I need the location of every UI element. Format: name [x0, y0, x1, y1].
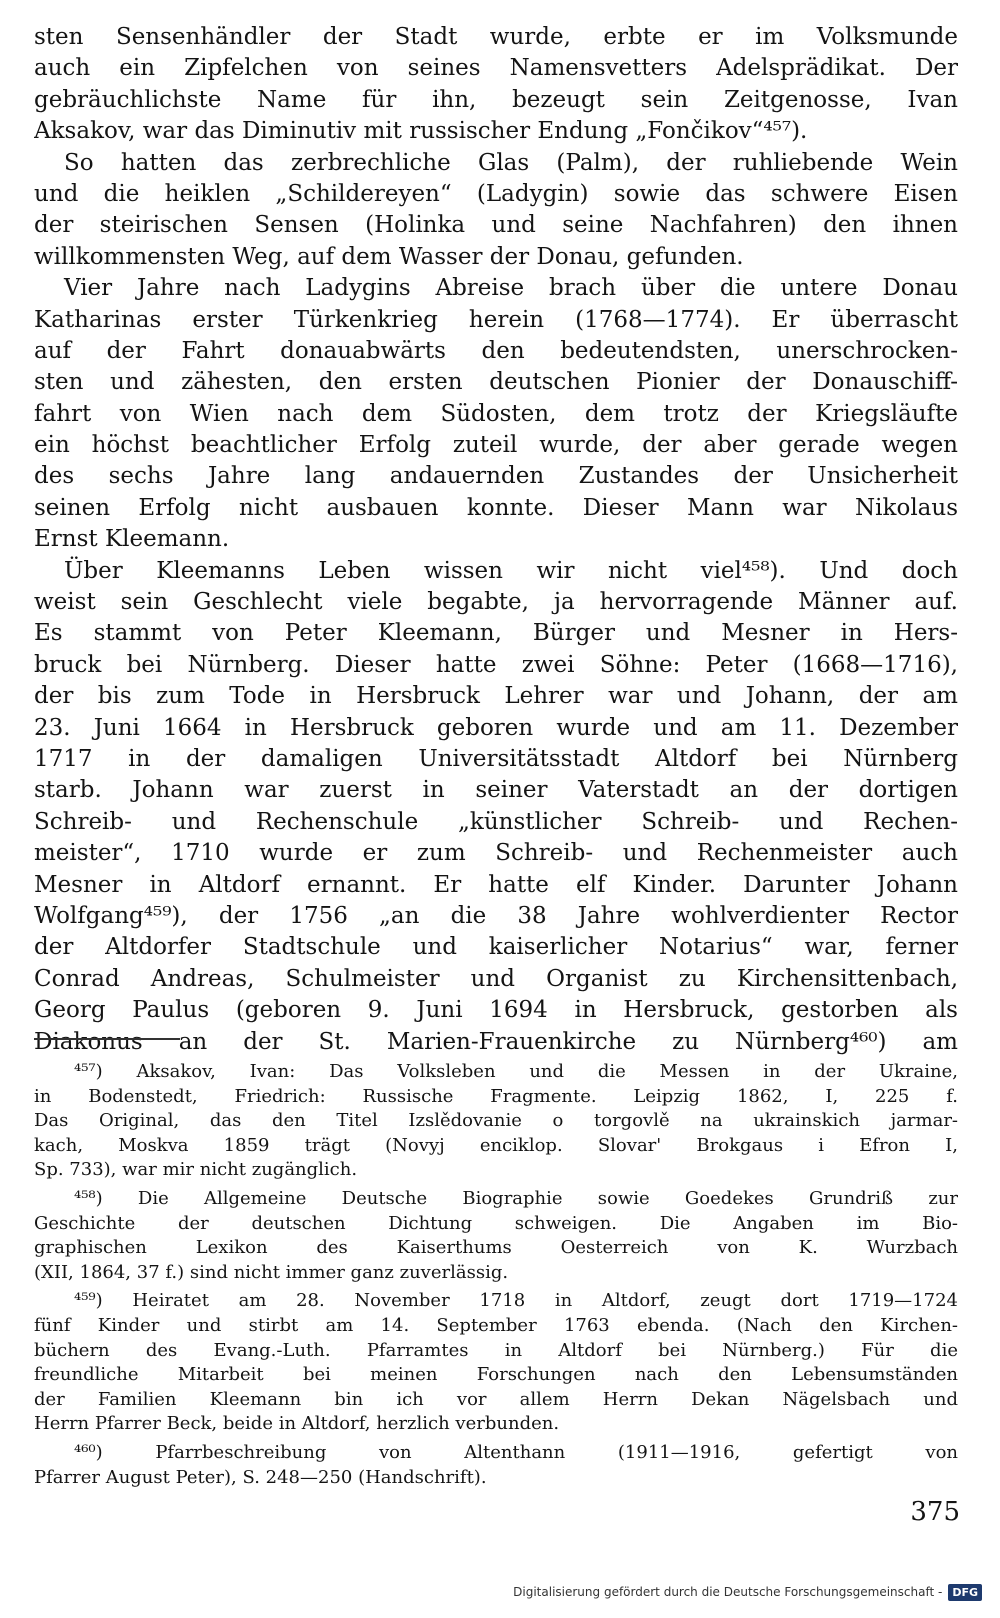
page-number: 375	[910, 1497, 960, 1527]
footnote-line: ⁴⁵⁸) Die Allgemeine Deutsche Biographie sowie Goedekes Grundriß zur	[74, 1187, 958, 1209]
text-line: Wolfgang⁴⁵⁹), der 1756 „an die 38 Jahre wohlverdienter Rector	[34, 902, 958, 929]
footnote-line: Pfarrer August Peter), S. 248—250 (Handschrift).	[34, 1466, 487, 1488]
footnote-line: Das Original, das den Titel Izslědovanie o torgovlě na ukrainskich jarmar-	[34, 1110, 958, 1132]
footnote-460	[34, 1441, 958, 1490]
text-line: bruck bei Nürnberg. Dieser hatte zwei Söhne: Peter (1668—1716),	[34, 651, 958, 678]
footer-text: Digitalisierung gefördert durch die Deutsche Forschungsgemeinschaft -	[513, 1585, 943, 1599]
footnote-line: Herrn Pfarrer Beck, beide in Altdorf, herzlich verbunden.	[34, 1413, 560, 1435]
text-line: meister“, 1710 wurde er zum Schreib- und Rechenmeister auch	[34, 840, 958, 867]
text-line: Georg Paulus (geboren 9. Juni 1694 in Hersbruck, gestorben als	[34, 997, 958, 1024]
text-line: sten und zähesten, den ersten deutschen Pionier der Donauschiff-	[34, 369, 958, 396]
footnote-line: Geschichte der deutschen Dichtung schweigen. Die Angaben im Bio-	[34, 1212, 958, 1234]
main-text	[34, 22, 958, 1058]
digitization-footer	[513, 1582, 982, 1602]
footnote-line: ⁴⁵⁹) Heiratet am 28. November 1718 in Altdorf, zeugt dort 1719—1724	[74, 1290, 958, 1312]
footnote-line: graphischen Lexikon des Kaiserthums Oesterreich von K. Wurzbach	[34, 1237, 958, 1259]
text-line: Diakonus an der St. Marien-Frauenkirche zu Nürnberg⁴⁶⁰) am	[34, 1028, 958, 1055]
text-line: der steirischen Sensen (Holinka und seine Nachfahren) den ihnen	[34, 212, 958, 239]
text-line: willkommensten Weg, auf dem Wasser der Donau, gefunden.	[34, 243, 744, 270]
text-line: Über Kleemanns Leben wissen wir nicht viel⁴⁵⁸). Und doch	[64, 557, 958, 584]
text-line: Es stammt von Peter Kleemann, Bürger und Mesner in Hers-	[34, 620, 958, 647]
footnote-line: freundliche Mitarbeit bei meinen Forschungen nach den Lebensumständen	[34, 1364, 958, 1386]
text-line: Aksakov, war das Diminutiv mit russischer Endung „Fončikov“⁴⁵⁷).	[34, 118, 808, 145]
text-line: der Altdorfer Stadtschule und kaiserlicher Notarius“ war, ferner	[34, 934, 958, 961]
text-line: So hatten das zerbrechliche Glas (Palm), der ruhliebende Wein	[64, 149, 958, 176]
text-line: auf der Fahrt donauabwärts den bedeutendsten, unerschrocken-	[34, 337, 958, 364]
text-line: Schreib- und Rechenschule „künstlicher Schreib- und Rechen-	[34, 808, 958, 835]
footnote-line: in Bodenstedt, Friedrich: Russische Fragmente. Leipzig 1862, I, 225 f.	[34, 1085, 958, 1107]
text-line: Katharinas erster Türkenkrieg herein (1768—1774). Er überrascht	[34, 306, 958, 333]
text-line: ein höchst beachtlicher Erfolg zuteil wurde, der aber gerade wegen	[34, 432, 958, 459]
dfg-logo: DFG	[948, 1584, 982, 1601]
text-line: Mesner in Altdorf ernannt. Er hatte elf Kinder. Darunter Johann	[34, 871, 958, 898]
footnote-line: (XII, 1864, 37 f.) sind nicht immer ganz zuverlässig.	[34, 1261, 509, 1283]
footnote-458	[34, 1187, 958, 1285]
text-line: seinen Erfolg nicht ausbauen konnte. Dieser Mann war Nikolaus	[34, 494, 958, 521]
text-line: sten Sensenhändler der Stadt wurde, erbte er im Volksmunde	[34, 24, 958, 50]
text-line: 23. Juni 1664 in Hersbruck geboren wurde und am 11. Dezember	[34, 714, 958, 741]
footnote-line: der Familien Kleemann bin ich vor allem Herrn Dekan Nägelsbach und	[34, 1388, 958, 1410]
footnote-line: Sp. 733), war mir nicht zugänglich.	[34, 1159, 358, 1181]
text-line: und die heiklen „Schildereyen“ (Ladygin) sowie das schwere Eisen	[34, 180, 958, 207]
footnote-459	[34, 1289, 958, 1437]
text-line: auch ein Zipfelchen von seines Namensvetters Adelsprädikat. Der	[34, 55, 958, 82]
footnote-divider	[34, 1038, 180, 1040]
text-line: Conrad Andreas, Schulmeister und Organist zu Kirchensittenbach,	[34, 965, 958, 992]
text-line: fahrt von Wien nach dem Südosten, dem trotz der Kriegsläufte	[34, 400, 958, 427]
text-line: Ernst Kleemann.	[34, 526, 230, 553]
text-line: Vier Jahre nach Ladygins Abreise brach über die untere Donau	[64, 275, 958, 302]
footnote-457	[34, 1060, 958, 1183]
footnotes	[34, 1060, 958, 1494]
text-line: weist sein Geschlecht viele begabte, ja hervorragende Männer auf.	[34, 589, 958, 616]
text-line: gebräuchlichste Name für ihn, bezeugt sein Zeitgenosse, Ivan	[34, 86, 958, 113]
text-line: starb. Johann war zuerst in seiner Vaterstadt an der dortigen	[34, 777, 958, 804]
text-line: der bis zum Tode in Hersbruck Lehrer war und Johann, der am	[34, 683, 958, 710]
footnote-line: büchern des Evang.-Luth. Pfarramtes in Altdorf bei Nürnberg.) Für die	[34, 1339, 958, 1361]
footnote-line: ⁴⁶⁰) Pfarrbeschreibung von Altenthann (1911—1916, gefertigt von	[74, 1441, 958, 1463]
footnote-line: ⁴⁵⁷) Aksakov, Ivan: Das Volksleben und die Messen in der Ukraine,	[74, 1061, 958, 1082]
text-line: des sechs Jahre lang andauernden Zustandes der Unsicherheit	[34, 463, 958, 490]
text-line: 1717 in der damaligen Universitätsstadt Altdorf bei Nürnberg	[34, 745, 958, 772]
footnote-line: kach, Moskva 1859 trägt (Novyj enciklop. Slovar' Brokgaus i Efron I,	[34, 1134, 958, 1156]
footnote-line: fünf Kinder und stirbt am 14. September 1763 ebenda. (Nach den Kirchen-	[34, 1314, 958, 1336]
